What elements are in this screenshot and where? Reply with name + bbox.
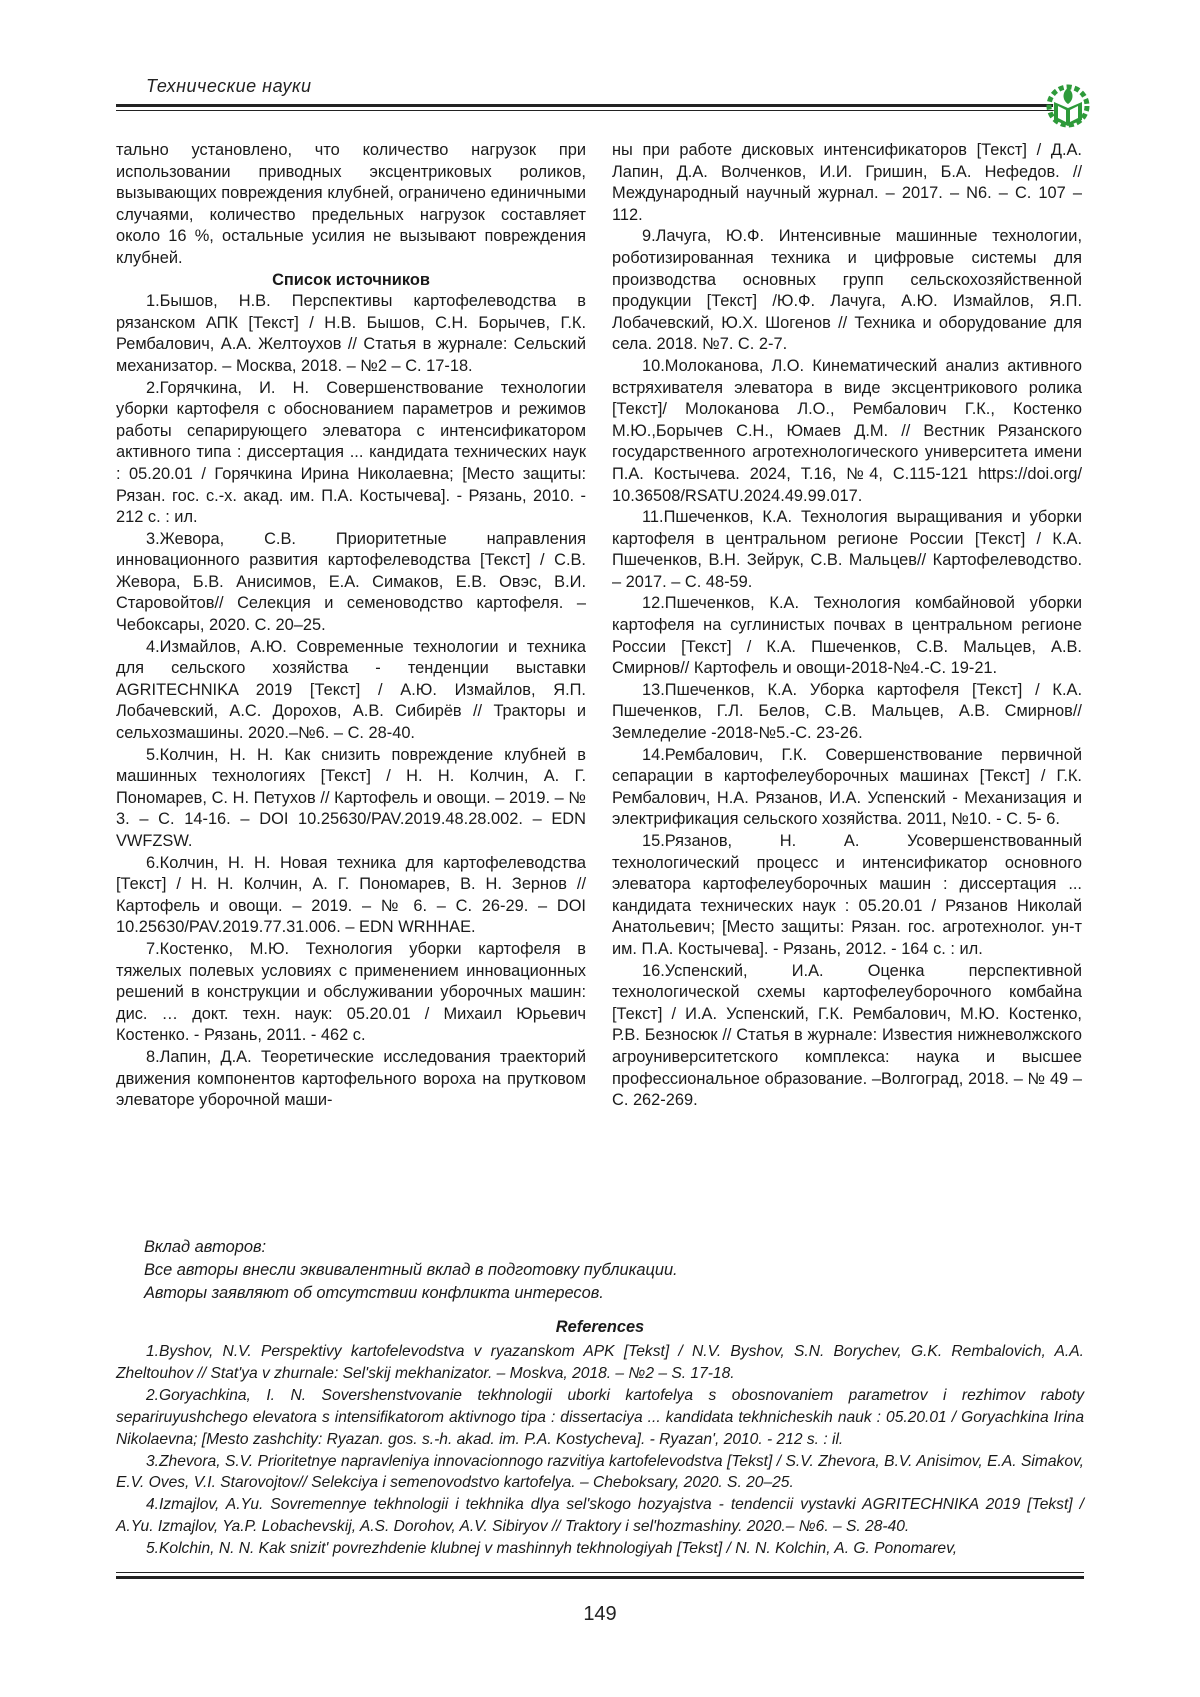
source-item-continuation: ны при работе дисковых интенсификаторов [Текст] / Д.А. Лапин, Д.А. Волченков, И.И. Гришин, Б.А. Нефедов. // Международный научный журнал. – 2017. – N6. – С. 107 – 112. xyxy=(612,141,1082,224)
source-item: 15.Рязанов, Н. А. Усовершенствованный технологический процесс и интенсификатор основного элеватора картофелеуборочных машин : диссертация ... кандидата технических наук : 05.20.01 / Рязанов Николай Анатольевич; [Место защиты: Рязан. гос. агротехнолог. ун-т им. П.А. Костычева]. - Рязань, 2012. - 164 с. : ил. xyxy=(612,832,1082,958)
source-item: 3.Жевора, С.В. Приоритетные направления инновационного развития картофелеводства [Текст] / С.В. Жевора, Б.В. Анисимов, Е.А. Симаков, Е.В. Овэс, В.И. Старовойтов// Селекция и семеноводство картофеля. – Чебоксары, 2020. С. 20–25. xyxy=(116,529,586,635)
source-item: 6.Колчин, Н. Н. Новая техника для картофелеводства [Текст] / Н. Н. Колчин, А. Г. Пономарев, В. Н. Зернов // Картофель и овощи. – 2019. – № 6. – С. 26-29. – DOI 10.25630/PAV.2019.77.31.006. – EDN WRHHAE. xyxy=(116,853,586,937)
source-item: 1.Бышов, Н.В. Перспективы картофелеводства в рязанском АПК [Текст] / Н.В. Бышов, С.Н. Борычев, Г.К. Рембалович, А.А. Желтоухов // Статья в журнале: Сельский механизатор. – Москва, 2018. – №2 – С. 17-18. xyxy=(116,292,586,375)
book-leaf-gear-icon xyxy=(1044,82,1092,130)
source-item: 9.Лачуга, Ю.Ф. Интенсивные машинные технологии, роботизированная техника и цифровые системы для производства основных групп сельскохозяйственной продукции [Текст] /Ю.Ф. Лачуга, А.Ю. Измайлов, Я.П. Лобачевский, Ю.Х. Шогенов // Техника и оборудование для села. 2018. №7. С. 2-7. xyxy=(612,227,1082,354)
source-item: 12.Пшеченков, К.А. Технология комбайновой уборки картофеля на суглинистых почвах в центральном регионе России [Текст] / К.А. Пшеченков, С.В. Мальцев, А.В. Смирнов// Картофель и овощи-2018-№4.-С. 19-21. xyxy=(612,594,1082,678)
author-contribution xyxy=(144,1236,1044,1305)
reference-item: 3.Zhevora, S.V. Prioritetnye napravleniya innovacionnogo razvitiya kartofelevodstva [Tekst] / S.V. Zhevora, B.V. Anisimov, E.A. Simakov, E.V. Oves, V.I. Starovojtov// Selekciya i semenovodstvo kartofelya. – Cheboksary, 2020. S. 20–25. xyxy=(116,1452,1084,1492)
page-number: 149 xyxy=(583,1603,617,1625)
conflict-statement: Авторы заявляют об отсутствии конфликта интересов. xyxy=(144,1284,604,1302)
header-rule-thin xyxy=(116,110,1072,111)
running-header-title: Технические науки xyxy=(146,76,312,96)
footer-rule-thin xyxy=(116,1572,1084,1573)
source-item: 13.Пшеченков, К.А. Уборка картофеля [Текст] / К.А. Пшеченков, Г.Л. Белов, С.В. Мальцев, А.В. Смирнов// Земледелие -2018-№5.-С. 23-26. xyxy=(612,680,1082,743)
source-item: 16.Успенский, И.А. Оценка перспективной технологической схемы картофелеуборочного комбайна [Текст] / И.А. Успенский, Г.К. Рембалович, М.Ю. Костенко, Р.В. Безносюк // Статья в журнале: Известия нижневолжского агроуниверситетского комплекса: наука и высшее профессиональное образование. –Волгоград, 2018. – № 49 – С. 262-269. xyxy=(612,961,1082,1110)
body-paragraph: тально установлено, что количество нагрузок при использовании приводных эксцентриковых роликов, вызывающих повреждения клубней, ограничено единичными случаями, количество предельных нагрузок составляет около 16 %, остальные усилия не вызывают повреждения клубней. xyxy=(116,141,586,267)
footer-rule-thick xyxy=(116,1576,1084,1579)
reference-item: 5.Kolchin, N. N. Kak snizit' povrezhdenie klubnej v mashinnyh tekhnologiyah [Tekst] / N. N. Kolchin, A. G. Ponomarev, xyxy=(146,1540,958,1558)
source-item: 8.Лапин, Д.А. Теоретические исследования траекторий движения компонентов картофельного вороха на прутковом элеваторе уборочной маши- xyxy=(116,1047,586,1110)
source-item: 7.Костенко, М.Ю. Технология уборки картофеля в тяжелых полевых условиях с применением инновационных решений в конструкции и обслуживании уборочных машин: дис. … докт. техн. наук: 05.20.01 / Михаил Юрьевич Костенко. - Рязань, 2011. - 462 с. xyxy=(116,939,586,1045)
reference-item: 2.Goryachkina, I. N. Sovershenstvovanie tekhnologii uborki kartofelya s obosnovaniem parametrov i rezhimov raboty separiruyushchego elevatora s intensifikatorom aktivnogo tipa : dissertaciya ... kandidata tekhnicheskih nauk : 05.20.01 / Goryachkina Irina Nikolaevna; [Mesto zashchity: Ryazan. gos. s.-h. akad. im. P.A. Kostycheva]. - Ryazan', 2010. - 212 s. : il. xyxy=(116,1386,1084,1448)
source-item: 2.Горячкина, И. Н. Совершенствование технологии уборки картофеля с обоснованием параметров и режимов работы сепарирующего элеватора с интенсификатором активного типа : диссертация ... кандидата технических наук : 05.20.01 / Горячкина Ирина Николаевна; [Место защиты: Рязан. гос. с.-х. акад. им. П.А. Костычева]. - Рязань, 2010. - 212 с. : ил. xyxy=(116,378,586,527)
sources-heading: Список источников xyxy=(272,270,430,289)
reference-item: 1.Byshov, N.V. Perspektivy kartofelevodstva v ryazanskom APK [Tekst] / N.V. Byshov, S.N. Borychev, G.K. Rembalovich, A.A. Zheltouhov // Stat'ya v zhurnale: Sel'skij mekhanizator. – Moskva, 2018. – №2 – S. 17-18. xyxy=(116,1343,1084,1382)
source-item: 14.Рембалович, Г.К. Совершенствование первичной сепарации в картофелеуборочных машинах [Текст] / Г.К. Рембалович, Н.А. Рязанов, И.А. Успенский - Механизация и электрификация сельского хозяйства. 2011, №10. - С. 5- 6. xyxy=(612,745,1082,829)
source-item: 11.Пшеченков, К.А. Технология выращивания и уборки картофеля в центральном регионе России [Текст] / К.А. Пшеченков, В.Н. Зейрук, С.В. Мальцев// Картофелеводство. – 2017. – С. 48-59. xyxy=(612,508,1082,591)
references-heading: References xyxy=(555,1318,645,1336)
reference-item: 4.Izmajlov, A.Yu. Sovremennye tekhnologii i tekhnika dlya sel'skogo hozyajstva - tendencii vystavki AGRITECHNIKA 2019 [Tekst] / A.Yu. Izmajlov, Ya.P. Lobachevskij, A.S. Dorohov, A.V. Sibiryov // Traktory i sel'hozmashiny. 2020.– №6. – S. 28-40. xyxy=(116,1496,1084,1536)
contribution-statement: Все авторы внесли эквивалентный вклад в подготовку публикации. xyxy=(144,1261,678,1279)
left-column xyxy=(116,140,586,1112)
references-list xyxy=(116,1341,1084,1560)
source-item: 4.Измайлов, А.Ю. Современные технологии и техника для сельского хозяйства - тенденции выставки AGRITECHNIKA 2019 [Текст] / А.Ю. Измайлов, Я.П. Лобачевский, А.С. Дорохов, А.В. Сибирёв // Тракторы и сельхозмашины. 2020.–№6. – С. 28-40. xyxy=(116,637,586,743)
source-item: 10.Молоканова, Л.О. Кинематический анализ активного встряхивателя элеватора в виде эксцентрикового ролика [Текст]/ Молоканова Л.О., Рембалович Г.К., Костенко М.Ю.,Борычев С.Н., Юмаев Д.М. // Вестник Рязанского государственного агротехнологического университета имени П.А. Костычева. 2024, Т.16, №4, С.115-121 https://doi.org/ 10.36508/RSATU.2024.49.99.017. xyxy=(612,356,1082,505)
header-rule-thick xyxy=(116,104,1072,107)
source-item: 5.Колчин, Н. Н. Как снизить повреждение клубней в машинных технологиях [Текст] / Н. Н. Колчин, А. Г. Пономарев, С. Н. Петухов // Картофель и овощи. – 2019. – № 3. – С. 14-16. – DOI 10.25630/PAV.2019.48.28.002. – EDN VWFZSW. xyxy=(116,745,586,850)
contribution-heading: Вклад авторов: xyxy=(144,1238,267,1256)
right-column xyxy=(612,140,1082,1112)
